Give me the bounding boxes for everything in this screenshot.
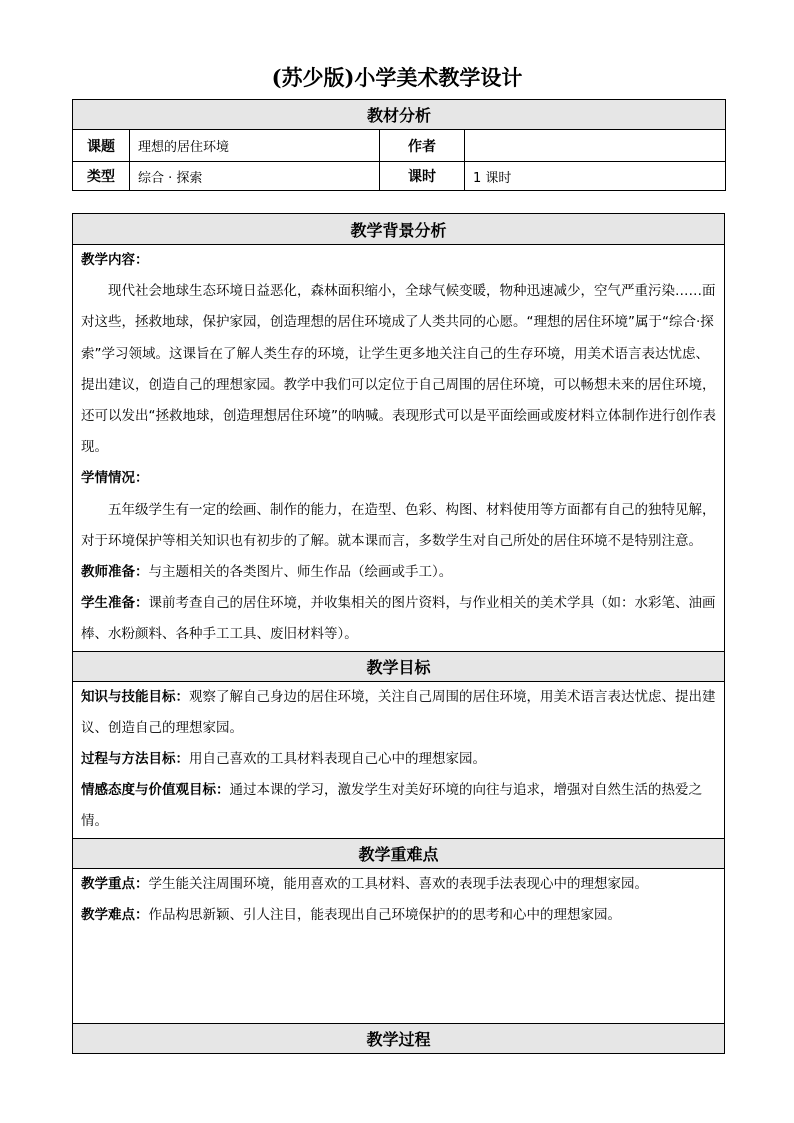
focus-label: 教学重点： — [81, 875, 149, 892]
teacher-prep-label: 教师准备： — [81, 564, 149, 581]
student-situation-label: 学情情况： — [81, 470, 149, 487]
hours-value: 1 课时 — [465, 162, 726, 191]
difficulty-text: 作品构思新颖、引人注目，能表现出自己环境保护的的思考和心中的理想家园。 — [148, 906, 621, 923]
teacher-prep-text: 与主题相关的各类图片、师生作品（绘画或手工）。 — [148, 564, 453, 581]
emotion-goal-text: 通过本课的学习，激发学生对美好环境的向往与追求，增强对自然生活的热爱之情。 — [81, 782, 702, 830]
difficulty-paragraph — [81, 900, 716, 931]
teaching-design-table — [72, 213, 725, 1054]
focus-paragraph — [81, 869, 716, 900]
type-label: 类型 — [73, 162, 130, 191]
material-analysis-table — [72, 99, 726, 191]
type-value: 综合 · 探索 — [130, 162, 380, 191]
knowledge-goal-text: 观察了解自己身边的居住环境，关注自己周围的居住环境，用美术语言表达忧虑、提出建议、创造自己的理想家园。 — [81, 688, 716, 736]
topic-value: 理想的居住环境 — [130, 130, 380, 162]
focus-text: 学生能关注周围环境，能用喜欢的工具材料、喜欢的表现手法表现心中的理想家园。 — [148, 875, 648, 892]
student-prep-text: 课前考查自己的居住环境，并收集相关的图片资料，与作业相关的美术学具（如：水彩笔、油画棒、水粉颜料、各种手工工具、废旧材料等）。 — [81, 595, 716, 643]
student-prep-label: 学生准备： — [81, 595, 149, 612]
keypoints-header: 教学重难点 — [73, 838, 725, 868]
emotion-goal-label: 情感态度与价值观目标： — [81, 782, 230, 799]
process-goal-text: 用自己喜欢的工具材料表现自己心中的理想家园。 — [189, 751, 486, 768]
background-header: 教学背景分析 — [73, 214, 725, 245]
author-label: 作者 — [380, 130, 465, 162]
emotion-goal — [81, 775, 716, 837]
goals-header: 教学目标 — [73, 651, 725, 681]
process-goal — [81, 744, 716, 775]
difficulty-label: 教学难点： — [81, 906, 149, 923]
content-text: 现代社会地球生态环境日益恶化，森林面积缩小，全球气候变暖，物种迅速减少，空气严重污染……面对这些，拯救地球，保护家园，创造理想的居住环境成了人类共同的心愿。“理想的居住环境”属于“综合·探索”学习领域。这课旨在了解人类生存的环境，让学生更多地关注自己的生存环境，用美术语言表达忧虑、提出建议，创造自己的理想家园。教学中我们可以定位于自己周围的居住环境，可以畅想未来的居住环境，还可以发出“拯救地球，创造理想居住环境”的呐喊。表现形式可以是平面绘画或废材料立体制作进行创作表现。 — [81, 283, 716, 456]
topic-label: 课题 — [73, 130, 130, 162]
teacher-prep-paragraph — [81, 557, 716, 588]
process-goal-label: 过程与方法目标： — [81, 751, 189, 768]
author-value — [465, 130, 726, 162]
student-prep-paragraph — [81, 588, 716, 650]
content-label: 教学内容： — [81, 252, 149, 268]
knowledge-goal-label: 知识与技能目标： — [81, 688, 189, 705]
process-header: 教学过程 — [73, 1023, 725, 1053]
goals-section — [73, 681, 725, 838]
hours-label: 课时 — [380, 162, 465, 191]
keypoints-section — [73, 868, 725, 1023]
knowledge-goal — [81, 682, 716, 744]
student-situation-text: 五年级学生有一定的绘画、制作的能力，在造型、色彩、构图、材料使用等方面都有自己的独特见解，对于环境保护等相关知识也有初步的了解。就本课而言，多数学生对自己所处的居住环境不是特别注意。 — [81, 501, 716, 549]
page-title: (苏少版)小学美术教学设计 — [271, 65, 523, 90]
material-header: 教材分析 — [73, 100, 726, 130]
background-section — [73, 245, 725, 652]
